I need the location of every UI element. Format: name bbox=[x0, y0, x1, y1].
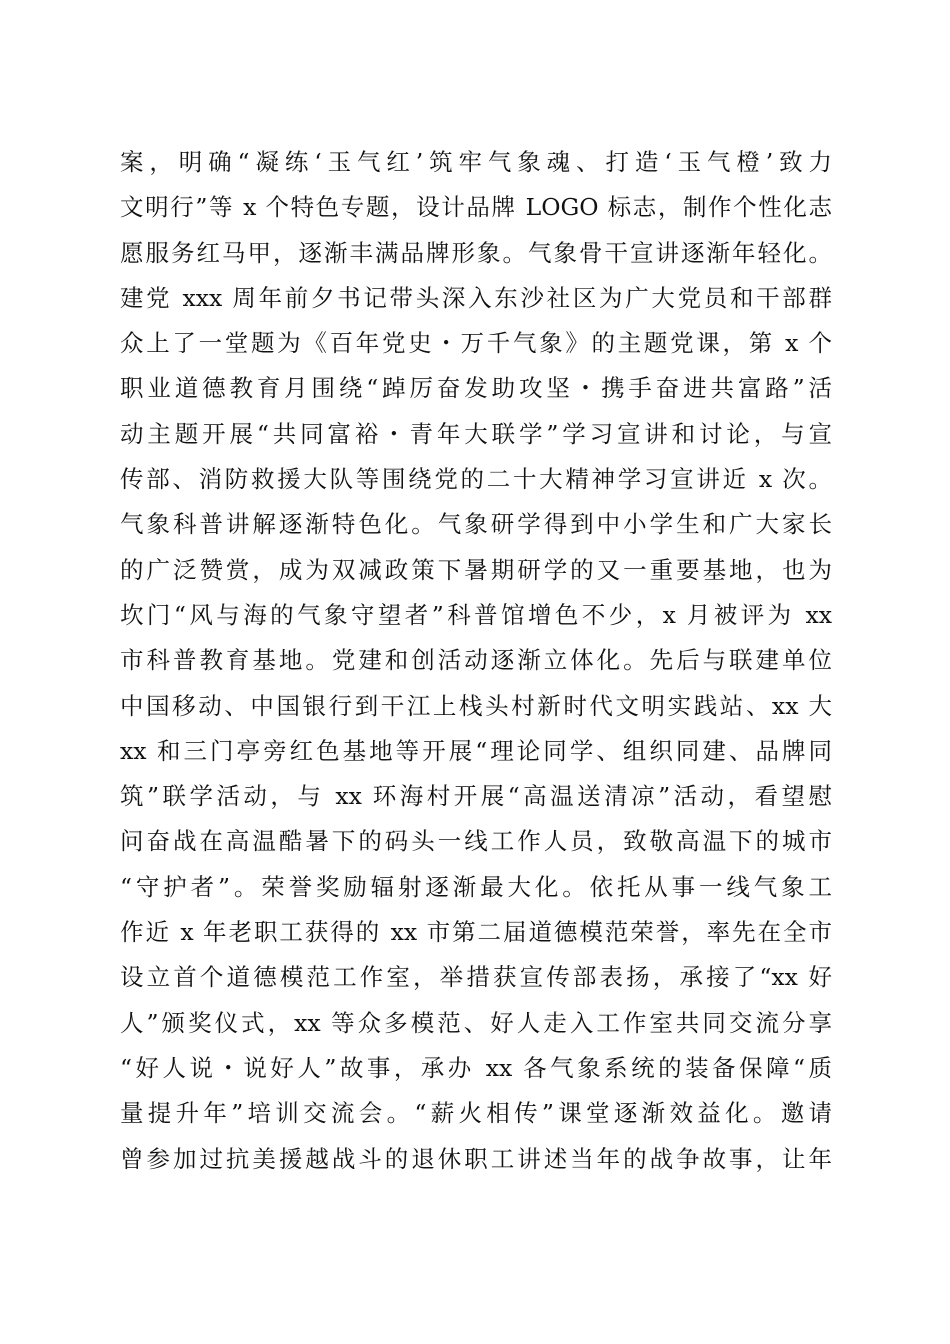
text-line: “守护者”。荣誉奖励辐射逐渐最大化。依托从事一线气象工 bbox=[120, 872, 832, 901]
text-line: 市科普教育基地。党建和创活动逐渐立体化。先后与联建单位 bbox=[120, 646, 832, 675]
text-line: 众上了一堂题为《百年党史・万千气象》的主题党课，第 x 个 bbox=[120, 329, 832, 358]
text-line: 筑”联学活动，与 xx 环海村开展“高温送清凉”活动，看望慰 bbox=[120, 782, 832, 811]
text-line: 设立首个道德模范工作室，举措获宣传部表扬，承接了“xx 好 bbox=[120, 963, 832, 992]
text-line: 作近 x 年老职工获得的 xx 市第二届道德模范荣誉，率先在全市 bbox=[120, 918, 832, 947]
text-line: xx 和三门亭旁红色基地等开展“理论同学、组织同建、品牌同 bbox=[120, 736, 832, 765]
text-line: 气象科普讲解逐渐特色化。气象研学得到中小学生和广大家长 bbox=[120, 510, 832, 539]
text-line: 传部、消防救援大队等围绕党的二十大精神学习宣讲近 x 次。 bbox=[120, 465, 832, 494]
text-line: 坎门“风与海的气象守望者”科普馆增色不少，x 月被评为 xx bbox=[120, 600, 832, 629]
text-line: 文明行”等 x 个特色专题，设计品牌 LOGO 标志，制作个性化志 bbox=[120, 193, 832, 222]
text-line: “好人说・说好人”故事，承办 xx 各气象系统的装备保障“质 bbox=[120, 1053, 832, 1082]
text-line: 曾参加过抗美援越战斗的退休职工讲述当年的战争故事，让年 bbox=[120, 1144, 832, 1173]
text-line: 中国移动、中国银行到干江上栈头村新时代文明实践站、xx 大 bbox=[120, 691, 832, 720]
text-line: 建党 xxx 周年前夕书记带头深入东沙社区为广大党员和干部群 bbox=[120, 283, 832, 312]
text-line: 的广泛赞赏，成为双减政策下暑期研学的又一重要基地，也为 bbox=[120, 555, 832, 584]
text-line: 案，明确“凝练‘玉气红’筑牢气象魂、打造‘玉气橙’致力 bbox=[120, 148, 832, 176]
body-paragraph bbox=[120, 140, 832, 1182]
text-line: 问奋战在高温酷暑下的码头一线工作人员，致敬高温下的城市 bbox=[120, 827, 832, 856]
text-line: 动主题开展“共同富裕・青年大联学”学习宣讲和讨论，与宣 bbox=[120, 419, 832, 448]
text-line: 量提升年”培训交流会。“薪火相传”课堂逐渐效益化。邀请 bbox=[120, 1099, 832, 1128]
text-line: 愿服务红马甲，逐渐丰满品牌形象。气象骨干宣讲逐渐年轻化。 bbox=[120, 238, 832, 267]
text-line: 职业道德教育月围绕“踔厉奋发助攻坚・携手奋进共富路”活 bbox=[120, 374, 832, 403]
text-line: 人”颁奖仪式，xx 等众多模范、好人走入工作室共同交流分享 bbox=[120, 1008, 832, 1037]
